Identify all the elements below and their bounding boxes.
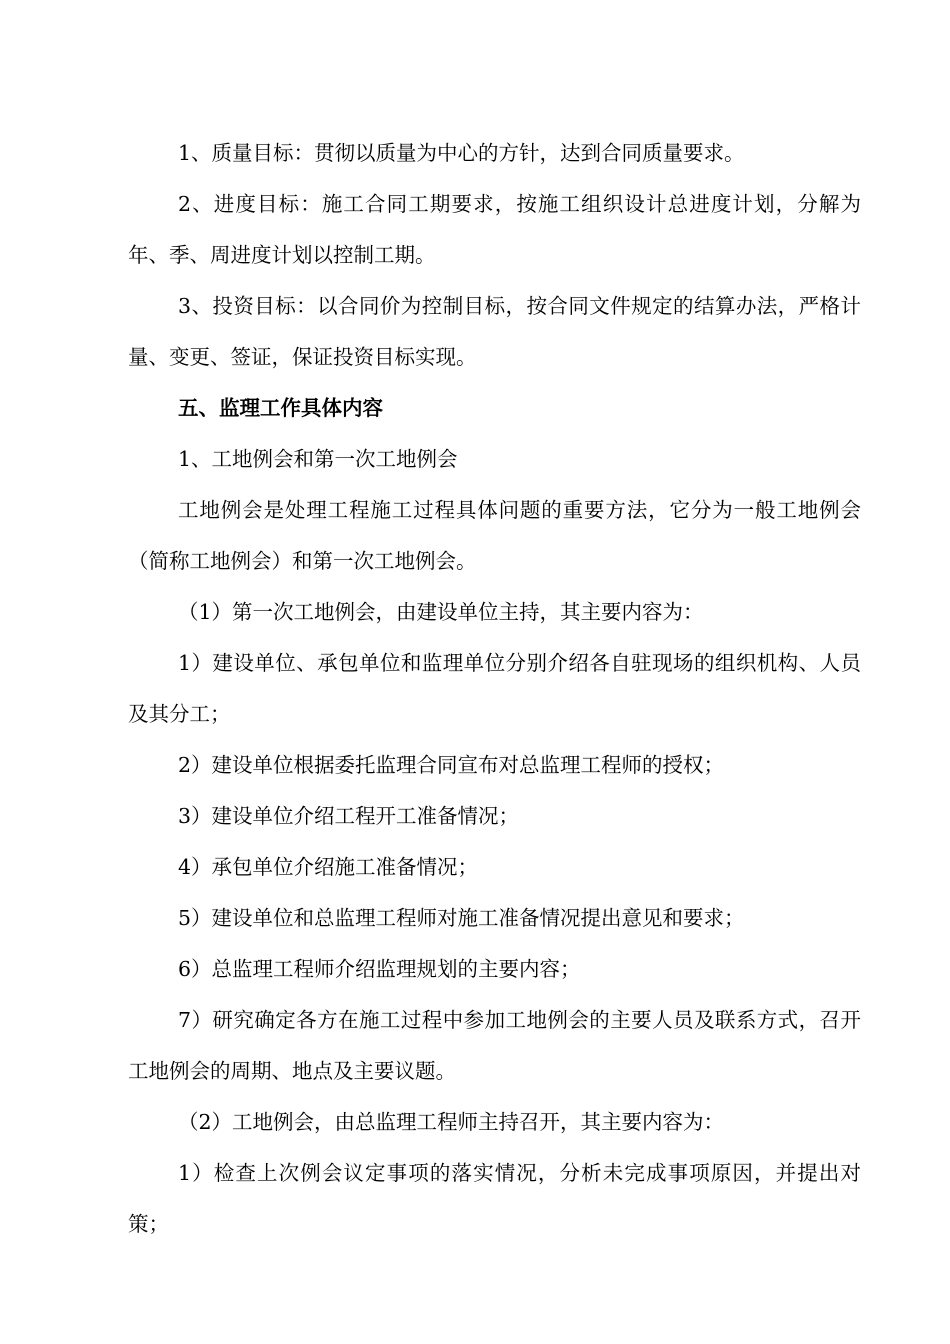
section-heading: 五、监理工作具体内容	[178, 396, 383, 420]
list-item: 3）建设单位介绍工程开工准备情况；	[178, 804, 520, 828]
objective-investment: 3、投资目标：以合同价为控制目标，按合同文件规定的结算办法，严格计量、变更、签证，保证投资目标实现。	[128, 294, 861, 369]
intro-paragraph: 工地例会是处理工程施工过程具体问题的重要方法，它分为一般工地例会（简称工地例会）和第一次工地例会。	[128, 498, 861, 573]
subsection-title: 1、工地例会和第一次工地例会	[178, 447, 458, 471]
objective-schedule: 2、进度目标：施工合同工期要求，按施工组织设计总进度计划，分解为年、季、周进度计划以控制工期。	[128, 192, 861, 267]
regular-meeting-title: （2）工地例会，由总监理工程师主持召开，其主要内容为：	[178, 1110, 725, 1134]
list-item: 4）承包单位介绍施工准备情况；	[178, 855, 479, 879]
document-page	[128, 128, 861, 1250]
list-item: 1）建设单位、承包单位和监理单位分别介绍各自驻现场的组织机构、人员及其分工；	[128, 651, 861, 726]
list-item: 6）总监理工程师介绍监理规划的主要内容；	[178, 957, 581, 981]
list-item: 5）建设单位和总监理工程师对施工准备情况提出意见和要求；	[178, 906, 745, 930]
first-meeting-title: （1）第一次工地例会，由建设单位主持，其主要内容为：	[178, 600, 704, 624]
objective-quality: 1、质量目标：贯彻以质量为中心的方针，达到合同质量要求。	[178, 141, 745, 165]
list-item: 1）检查上次例会议定事项的落实情况，分析未完成事项原因，并提出对策；	[128, 1161, 861, 1236]
list-item: 2）建设单位根据委托监理合同宣布对总监理工程师的授权；	[178, 753, 725, 777]
list-item: 7）研究确定各方在施工过程中参加工地例会的主要人员及联系方式，召开工地例会的周期、地点及主要议题。	[128, 1008, 861, 1083]
